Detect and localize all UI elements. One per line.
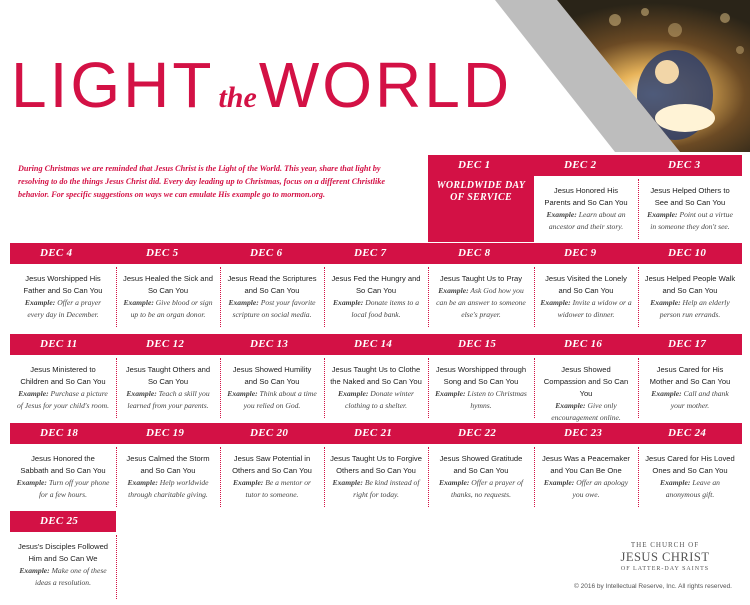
day-date: DEC 22	[428, 423, 534, 444]
day-date: DEC 25	[10, 511, 116, 532]
day-title: Jesus Visited the Lonely and So Can You	[545, 274, 627, 295]
title-world: WORLD	[258, 49, 513, 121]
page-title	[11, 50, 512, 120]
example-text: Invite a widow or a widower to dinner.	[557, 298, 632, 319]
day-title: Jesus Taught Others and So Can You	[125, 365, 211, 386]
day-cell	[638, 334, 742, 422]
worldwide-day-of-service: WORLDWIDE DAY OF SERVICE	[436, 180, 526, 203]
example-label: Example:	[546, 210, 577, 219]
day-example	[226, 388, 318, 412]
day-cell	[324, 243, 428, 331]
day-example	[540, 477, 632, 501]
day-title: Jesus Taught Us to Clothe the Naked and So Can You	[330, 365, 422, 386]
day-example	[122, 477, 214, 501]
example-text: Donate items to a local food bank.	[351, 298, 420, 319]
day-title: Jesus Was a Peacemaker and You Can Be One	[542, 454, 630, 475]
intro-text: During Christmas we are reminded that Jesus Christ is the Light of the World. This year, share that light by resolving to do the things Jesus Christ did. Every day leading up to Christmas, focus on a different Christlike behavior. For specific suggestions on ways we can emulate His example go to mormon.org.	[18, 164, 385, 199]
day-example	[122, 388, 214, 412]
day-date: DEC 1	[458, 159, 491, 171]
title-light: LIGHT	[11, 49, 215, 121]
day-example	[644, 297, 736, 321]
example-text: Ask God how you can be an answer to someone else's prayer.	[436, 286, 526, 319]
day-date: DEC 8	[428, 243, 534, 264]
day-cell	[10, 243, 116, 331]
day-example	[226, 477, 318, 501]
example-label: Example:	[555, 401, 586, 410]
day-title: Jesus Read the Scriptures and So Can You	[227, 274, 317, 295]
day-date: DEC 16	[534, 334, 638, 355]
example-label: Example:	[24, 298, 56, 307]
day-title: Jesus Showed Compassion and So Can You	[543, 365, 629, 398]
day-title: Jesus's Disciples Followed Him and So Can We	[17, 542, 109, 563]
church-logo-line-2: JESUS CHRIST	[620, 550, 710, 564]
copyright-text: © 2016 by Intellectual Reserve, Inc. All rights reserved.	[574, 583, 732, 590]
day-cell	[638, 423, 742, 511]
day-date: DEC 9	[534, 243, 638, 264]
example-label: Example:	[127, 478, 158, 487]
day-cell	[220, 423, 324, 511]
day-title: Jesus Helped People Walk and So Can You	[644, 274, 736, 295]
day-example	[540, 297, 632, 321]
day-cell	[10, 334, 116, 422]
day-example	[540, 400, 632, 424]
day-date: DEC 10	[638, 243, 742, 264]
day-date: DEC 2	[534, 155, 638, 176]
example-label: Example:	[228, 298, 259, 307]
example-label: Example:	[540, 298, 571, 307]
day-cell	[220, 334, 324, 422]
day-title: Jesus Saw Potential in Others and So Can You	[232, 454, 312, 475]
day-example	[434, 285, 528, 321]
example-text: Learn about an ancestor and their story.	[548, 210, 626, 231]
example-label: Example:	[543, 478, 575, 487]
example-text: Think about a time you relied on God.	[243, 389, 317, 410]
day-cell	[534, 155, 638, 243]
example-text: Be kind instead of right for today.	[353, 478, 420, 499]
day-cell	[638, 155, 742, 243]
day-example	[16, 388, 110, 412]
church-logo	[600, 540, 730, 574]
day-example	[122, 297, 214, 321]
day-date: DEC 6	[220, 243, 324, 264]
example-label: Example:	[439, 478, 470, 487]
day-date: DEC 14	[324, 334, 428, 355]
example-text: Be a mentor or tutor to someone.	[245, 478, 312, 499]
day-cell	[534, 423, 638, 511]
day-title: Jesus Honored His Parents and So Can You	[544, 186, 628, 207]
example-label: Example:	[123, 298, 154, 307]
example-text: Offer a prayer of thanks, no requests.	[450, 478, 523, 499]
day-cell-dec-1	[428, 155, 534, 242]
example-text: Help an elderly person run errands.	[659, 298, 730, 319]
day-example	[644, 477, 736, 501]
day-cell	[116, 243, 220, 331]
day-example	[16, 565, 110, 589]
day-title: Jesus Ministered to Children and So Can You	[20, 365, 106, 386]
day-title: Jesus Showed Gratitude and So Can You	[439, 454, 523, 475]
day-cell	[116, 334, 220, 422]
day-cell	[428, 423, 534, 511]
day-date: DEC 11	[10, 334, 116, 355]
day-cell	[324, 423, 428, 511]
day-title: Jesus Fed the Hungry and So Can You	[331, 274, 421, 295]
example-label: Example:	[18, 389, 49, 398]
example-text: Make one of these ideas a resolution.	[34, 566, 107, 587]
example-label: Example:	[126, 389, 157, 398]
day-date: DEC 5	[116, 243, 220, 264]
example-label: Example:	[438, 286, 469, 295]
day-example	[330, 388, 422, 412]
day-title: Jesus Taught Us to Forgive Others and So Can You	[330, 454, 422, 475]
example-text: Call and thank your mother.	[670, 389, 729, 410]
nativity-image	[495, 0, 750, 152]
day-date: DEC 4	[10, 243, 116, 264]
day-title: Jesus Cared for His Mother and So Can You	[649, 365, 731, 386]
day-example	[434, 388, 528, 412]
example-label: Example:	[647, 210, 678, 219]
example-text: Give blood or sign up to be an organ donor.	[130, 298, 213, 319]
day-date: DEC 21	[324, 423, 428, 444]
day-date: DEC 3	[638, 155, 742, 176]
day-example	[226, 297, 318, 321]
day-date: DEC 17	[638, 334, 742, 355]
day-cell	[428, 334, 534, 422]
day-cell	[220, 243, 324, 331]
example-text: Offer an apology you owe.	[572, 478, 629, 499]
example-label: Example:	[332, 298, 364, 307]
example-text: Purchase a picture of Jesus for your child's room.	[16, 389, 110, 410]
day-cell	[324, 334, 428, 422]
day-cell	[534, 334, 638, 422]
column-separator	[116, 535, 117, 599]
day-example	[644, 388, 736, 412]
example-label: Example:	[16, 478, 47, 487]
day-example	[644, 209, 736, 233]
example-label: Example:	[338, 389, 369, 398]
day-title: Jesus Calmed the Storm and So Can You	[126, 454, 210, 475]
example-label: Example:	[651, 389, 682, 398]
day-date: DEC 13	[220, 334, 324, 355]
day-date: DEC 20	[220, 423, 324, 444]
example-label: Example:	[435, 389, 466, 398]
day-date: DEC 19	[116, 423, 220, 444]
day-cell	[116, 423, 220, 511]
day-title: Jesus Honored the Sabbath and So Can You	[20, 454, 106, 475]
day-title: Jesus Taught Us to Pray	[439, 274, 523, 283]
example-text: Turn off your phone for a few hours.	[38, 478, 110, 499]
example-text: Leave an anonymous gift.	[665, 478, 720, 499]
day-title: Jesus Healed the Sick and So Can You	[123, 274, 213, 295]
church-logo-line-1: THE CHURCH OF	[630, 541, 700, 549]
example-text: Give only encouragement online.	[551, 401, 621, 422]
day-date: DEC 18	[10, 423, 116, 444]
example-label: Example:	[19, 566, 50, 575]
example-label: Example:	[232, 478, 264, 487]
example-text: Point out a virtue in someone they don't see.	[650, 210, 733, 231]
day-example	[330, 477, 422, 501]
day-title: Jesus Helped Others to See and So Can You	[650, 186, 730, 207]
title-the: the	[218, 81, 257, 114]
day-date: DEC 15	[428, 334, 534, 355]
day-example	[16, 477, 110, 501]
example-text: Post your favorite scripture on social media.	[232, 298, 316, 319]
day-title: Jesus Cared for His Loved Ones and So Can You	[645, 454, 735, 475]
example-text: Help worldwide through charitable giving.	[128, 478, 209, 499]
example-text: Teach a skill you learned from your parents.	[127, 389, 210, 410]
day-cell	[428, 243, 534, 331]
example-text: Donate winter clothing to a shelter.	[344, 389, 414, 410]
day-title: Jesus Showed Humility and So Can You	[232, 365, 312, 386]
day-date: DEC 23	[534, 423, 638, 444]
day-example	[330, 297, 422, 321]
day-title: Jesus Worshipped through Song and So Can You	[435, 365, 527, 386]
example-label: Example:	[332, 478, 363, 487]
day-cell	[638, 243, 742, 331]
day-date: DEC 12	[116, 334, 220, 355]
day-date: DEC 24	[638, 423, 742, 444]
example-text: Offer a prayer every day in December.	[27, 298, 102, 319]
day-cell	[534, 243, 638, 331]
church-logo-line-3: OF LATTER-DAY SAINTS	[620, 566, 710, 572]
example-label: Example:	[650, 298, 681, 307]
day-example	[16, 297, 110, 321]
day-cell	[10, 423, 116, 511]
day-title: Jesus Worshipped His Father and So Can You	[23, 274, 103, 295]
example-label: Example:	[227, 389, 258, 398]
day-cell	[10, 511, 116, 601]
day-example	[540, 209, 632, 233]
example-text: Listen to Christmas hymns.	[467, 389, 527, 410]
example-label: Example:	[660, 478, 691, 487]
day-example	[434, 477, 528, 501]
day-date: DEC 7	[324, 243, 428, 264]
